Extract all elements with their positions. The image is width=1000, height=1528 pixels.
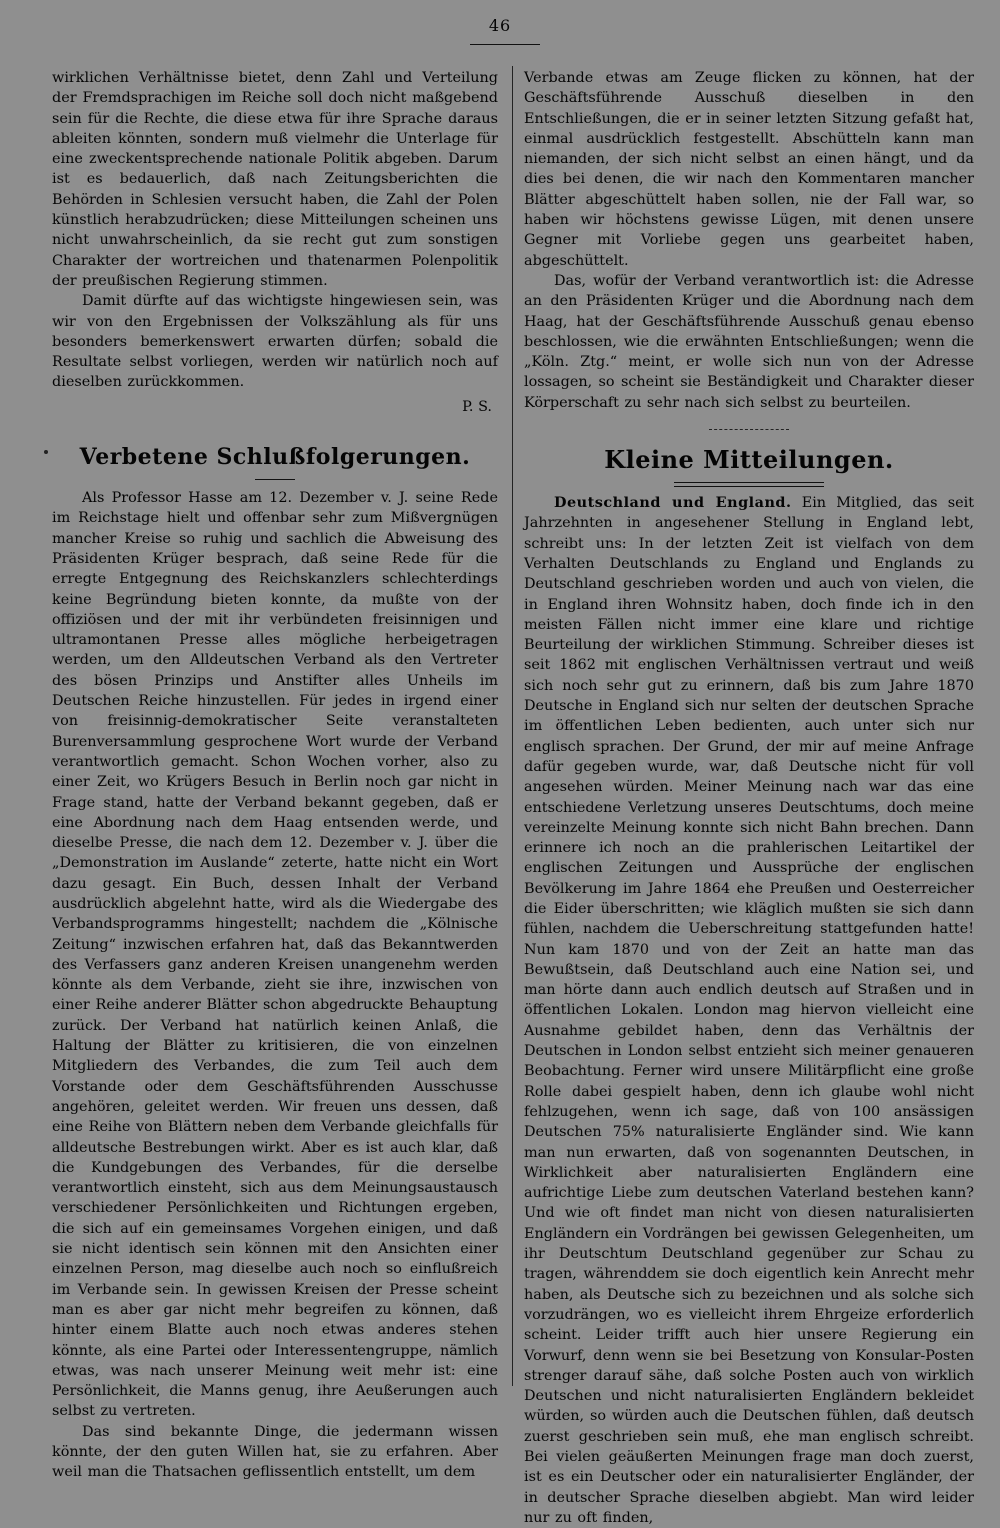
margin-mark: [44, 450, 48, 454]
left-paragraph-1: wirklichen Verhältnisse bietet, denn Zahl und Verteilung der Fremdsprachigen im Reiche soll doch nicht maßgebend sein für die Rechte, die diese etwa für ihre Sprache daraus ableiten könnten, sondern muß vielmehr die Unterlage für eine zweckentsprechende nationale Politik abgeben. Darum ist es bedauerlich, daß nach Zeitungsberichten die Behörden in Schlesien versucht haben, die Zahl der Polen künstlich herabzudrücken; diese Mitteilungen scheinen uns nicht unwahrscheinlich, da sie recht gut zum sonstigen Charakter der wortreichen und thatenarmen Polenpolitik der preußischen Regierung stimmen.: [52, 70, 498, 289]
heading-rule: [255, 479, 295, 480]
left-paragraph-4: Das sind bekannte Dinge, die jedermann wissen könnte, der den guten Willen hat, sie zu erfahren. Aber weil man die Thatsachen geflissentlich entstellt, um dem: [52, 1423, 498, 1481]
right-paragraph-2: Das, wofür der Verband verantwortlich ist: die Adresse an den Präsidenten Krüger und die Abordnung nach dem Haag, hat der Geschäftsführende Ausschuß genau ebenso beschlossen, wie die erwähnten Entschließungen; wenn die „Köln. Ztg.“ meint, er wolle sich nun von der Adresse lossagen, so scheint sie Beständigkeit und Charakter dieser Körperschaft zu sehr nach sich selbst zu beurteilen.: [524, 272, 974, 411]
section-heading-rule: [674, 482, 824, 487]
page-number: 46: [488, 16, 512, 35]
section-end-rule: [709, 429, 789, 430]
right-column: [524, 68, 974, 1528]
item-body: Ein Mitglied, das seit Jahrzehnten in angesehener Stellung in England lebt, schreibt uns: In der letzten Zeit ist vielfach von dem Verhalten Deutschlands zu England und Englands zu Deutschland geschrieben worden und auch von vielen, die in England ihren Wohnsitz haben, doch finde ich in den meisten Fällen nicht immer eine klare und richtige Beurteilung der wirklichen Stimmung. Schreiber dieses ist seit 1862 mit englischen Verhältnissen vertraut und weiß sich noch sehr gut zu erinnern, daß bis zum Jahre 1870 Deutsche in England sich nur selten der deutschen Sprache im öffentlichen Leben bedienten, auch unter sich nur englisch sprachen. Der Grund, der mir auf meine Anfrage dafür gegeben wurde, war, daß Deutsche nicht für voll angesehen würden. Meiner Meinung nach war das eine entschiedene Verletzung unseres Deutschtums, doch meine vereinzelte Meinung konnte sich nicht Bahn brechen. Dann erinnere ich noch an die prahlerischen Leitartikel der englischen Zeitungen und Aussprüche der englischen Bevölkerung im Jahre 1864 ehe Preußen und Oesterreicher die Eider überschritten; wie kläglich mußten sie sich dann fühlen, nachdem die Ueberschreitung stattgefunden hatte! Nun kam 1870 und von der Zeit an hatte man das Bewußtsein, daß Deutschland auch eine Nation sei, und man hörte dann auch endlich deutsch auf Straßen und in öffentlichen Lokalen. London mag hiervon vielleicht eine Ausnahme gebildet haben, denn das Verhältnis der Deutschen in London selbst entzieht sich meiner genaueren Beobachtung. Ferner wird unsere Militärpflicht eine große Rolle dabei gespielt haben, denn ich glaube wohl nicht fehlzugehen, wenn ich sage, daß von 100 ansässigen Deutschen 75% naturalisierte Engländer sind. Wie kann man nun erwarten, daß von sogenannten Deutschen, in Wirklichkeit aber naturalisierten Engländern eine aufrichtige Liebe zum deutschen Vaterland bestehen kann? Und wie oft findet man nicht von diesen naturalisierten Engländern ein Vordrängen bei gewissen Gelegenheiten, um ihr Deutschtum Deutschland gegenüber zur Schau zu tragen, währenddem sie doch eigentlich kein Anrecht mehr haben, als Deutsche sich zu bezeichnen und als solche sich vorzudrängen, wo es vielleicht ihrem Ehrgeize erforderlich scheint. Leider trifft auch hier unsere Regierung ein Vorwurf, denn wenn sie bei Besetzung von Konsular-Posten strenger darauf sähe, daß solche Posten auch von wirklich Deutschen und nicht naturalisierten Engländern bekleidet würden, so würden auch die Deutschen fühlen, daß deutsch zuerst geschrieben sein muß, ehe man englisch schreibt. Bei vielen geäußerten Meinungen frage man doch zuerst, ist es ein Deutscher oder ein naturalisierter Engländer, der in deutscher Sprache dieselben abgiebt. Man wird leider nur zu oft finden,: [524, 495, 975, 1526]
item-lead: Deutschland und England.: [554, 494, 792, 512]
page-number-rule: [470, 44, 540, 45]
left-column: [52, 68, 498, 1483]
author-signature: P. S.: [462, 398, 492, 415]
right-paragraph-3: [524, 493, 974, 1528]
left-paragraph-3: Als Professor Hasse am 12. Dezember v. J. seine Rede im Reichstage hielt und offenbar sehr zum Mißvergnügen mancher Kreise so ruhig und sachlich die Abweisung des Präsidenten Krüger besprach, daß seine Rede für die erregte Entgegnung des Reichskanzlers schlechterdings keine Begründung bieten konnte, da mußte von der offiziösen und der mit ihr verbündeten freisinnigen und ultramontanen Presse alles mögliche herbeigetragen werden, um den Alldeutschen Verband als den Vertreter des bösen Prinzips und Anstifter alles Unheils im Deutschen Reiche hinzustellen. Für jedes in irgend einer von freisinnig-demokratischer Seite veranstalteten Burenversammlung gesprochene Wort wurde der Verband verantwortlich gemacht. Schon Wochen vorher, also zu einer Zeit, wo Krügers Besuch in Berlin noch gar nicht in Frage stand, hatte der Verband bekannt gegeben, daß er eine Abordnung nach dem Haag entsenden werde, und dieselbe Presse, die nach dem 12. Dezember v. J. über die „Demonstration im Auslande“ zeterte, hatte nicht ein Wort dazu gesagt. Ein Buch, dessen Inhalt der Verband ausdrücklich abgelehnt hatte, wird als die Wiedergabe des Verbandsprogramms hingestellt; nachdem die „Kölnische Zeitung“ inzwischen erfahren hat, daß das Bekanntwerden des Verfassers ganz anderen Kreisen unangenehm werden könnte als dem Verbande, zieht sie ihre, inzwischen von einer Reihe anderer Blätter schon abgedruckte Behauptung zurück. Der Verband hat natürlich keinen Anlaß, die Haltung der Blätter zu kritisieren, die von einzelnen Mitgliedern des Verbandes, die zum Teil auch dem Vorstande oder dem Geschäftsführenden Ausschusse angehören, geleitet werden. Wir freuen uns dessen, daß eine Reihe von Blättern neben dem Verbande gleichfalls für alldeutsche Bestrebungen wirkt. Aber es ist auch klar, daß die Kundgebungen des Verbandes, für die derselbe verantwortlich einsteht, sich aus dem Meinungsaustausch verschiedener Persönlichkeiten und Richtungen ergeben, die sich auf ein gemeinsames Vorgehen einigen, und daß sie nicht identisch sein können mit den Ansichten einer einzelnen Person, mag dieselbe auch noch so einflußreich im Verbande sein. In gewissen Kreisen der Presse scheint man es aber gar nicht mehr begreifen zu können, daß hinter einem Blatte auch noch etwas anderes stehen könnte, als eine Partei oder Interessentengruppe, nämlich etwas, was nach unserer Meinung weit mehr ist: eine Persönlichkeit, die Manns genug, ihre Aeußerungen auch selbst zu vertreten.: [52, 490, 498, 1420]
section-heading: Kleine Mitteilungen.: [604, 445, 894, 475]
column-divider: [512, 66, 513, 1386]
right-paragraph-1: Verbande etwas am Zeuge flicken zu können, hat der Geschäftsführende Ausschuß dieselben in den Entschließungen, die er in seiner letzten Sitzung gefaßt hat, einmal ausdrücklich festgestellt. Abschütteln kann man niemanden, der sich nicht selbst an einen hängt, und da dies bei denen, die wir nach den Kommentaren mancher Blätter abgeschüttelt haben sollen, nie der Fall war, so haben wir höchstens gewisse Lügen, mit denen unsere Gegner mit Vorliebe gegen uns gearbeitet haben, abgeschüttelt.: [524, 70, 974, 269]
left-paragraph-2: Damit dürfte auf das wichtigste hingewiesen sein, was wir von den Ergebnissen der Volkszählung als für uns besonders bemerkenswert erwarten dürfen; sobald die Resultate selbst vorliegen, werden wir natürlich noch auf dieselben zurückkommen.: [52, 293, 498, 391]
article-heading: Verbetene Schlußfolgerungen.: [79, 444, 471, 471]
